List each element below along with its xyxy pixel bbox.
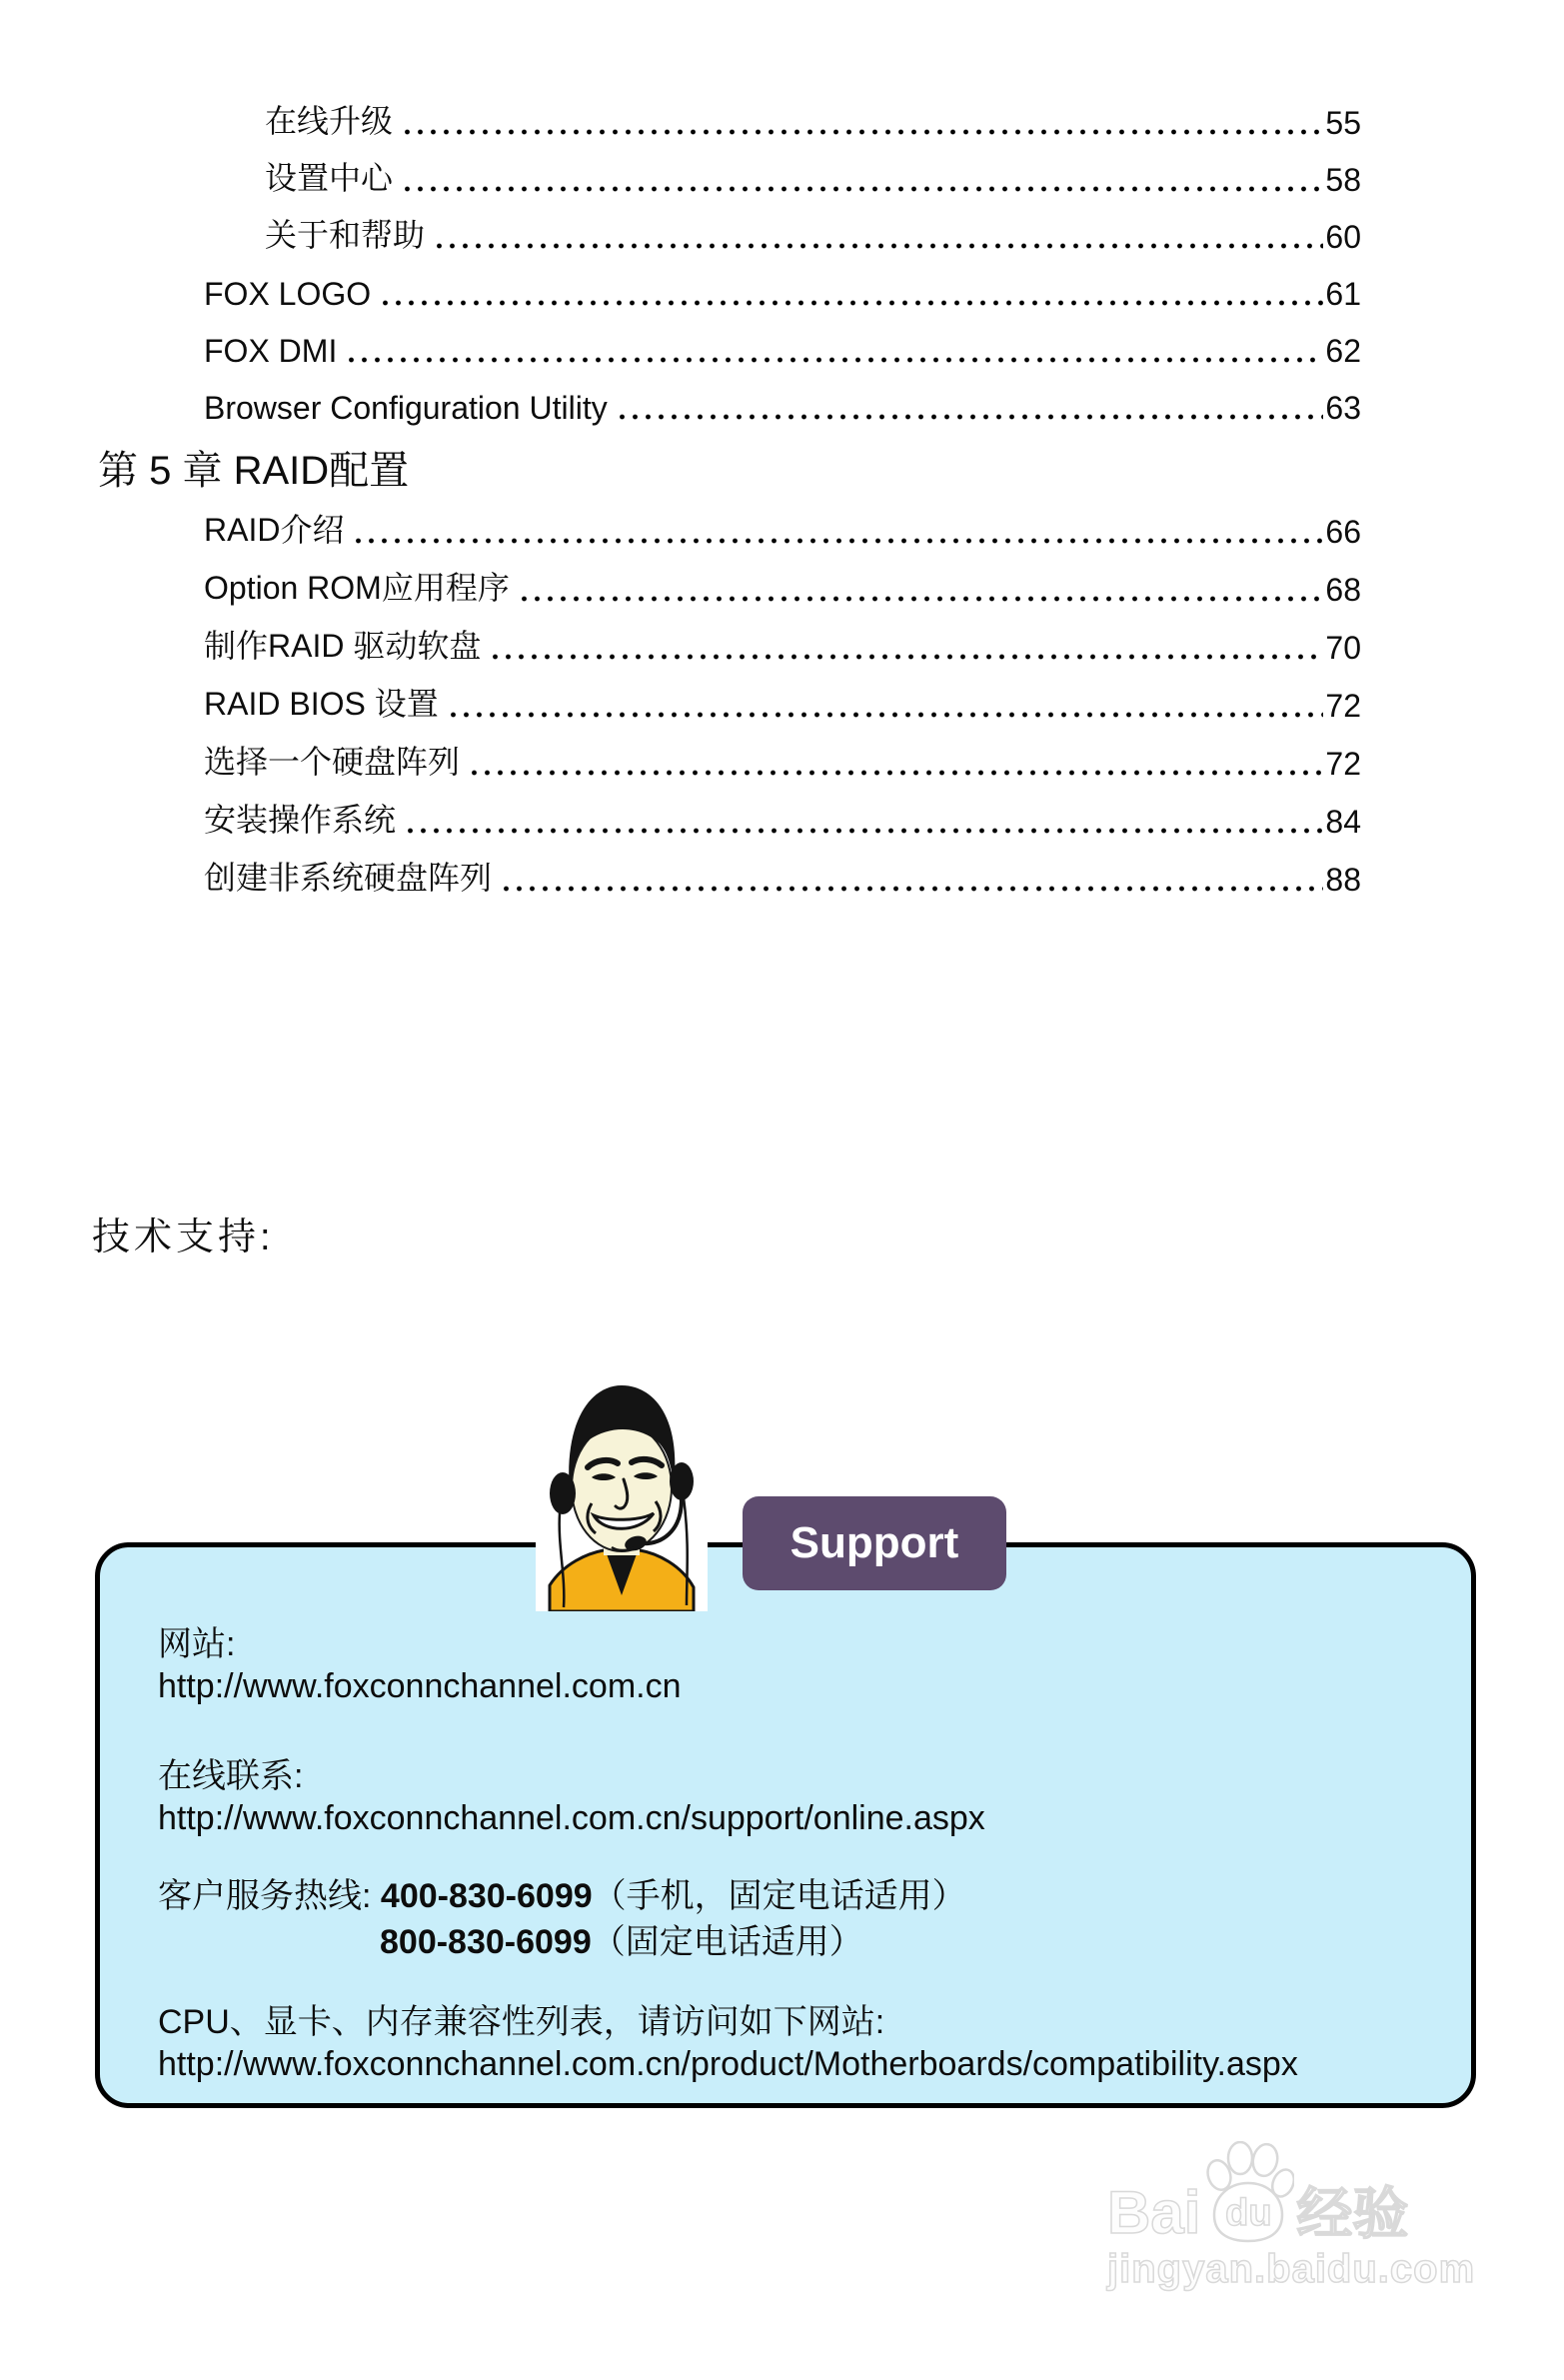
watermark-brand-suffix: 经验 xyxy=(1296,2182,1409,2245)
dot-leader xyxy=(518,596,1324,602)
dot-leader xyxy=(616,414,1324,420)
website-url: http://www.foxconnchannel.com.cn xyxy=(158,1667,682,1705)
watermark-brand-prefix: Bai xyxy=(1107,2179,1201,2246)
headset-operator-icon xyxy=(536,1375,708,1611)
watermark-paw-text: du xyxy=(1225,2192,1272,2234)
toc-row xyxy=(94,373,1361,430)
toc-row xyxy=(94,496,1361,554)
hotline-line-2 xyxy=(158,1919,1431,1965)
toc-page-number: 60 xyxy=(1325,219,1361,255)
baidu-jingyan-watermark xyxy=(1107,2141,1487,2292)
hotline-note: （手机，固定电话适用） xyxy=(592,1877,966,1915)
hotline2-number: 800-830-6099 xyxy=(380,1923,592,1961)
dot-leader xyxy=(401,129,1323,135)
toc-row xyxy=(94,259,1361,316)
toc-page-number: 66 xyxy=(1325,514,1361,550)
toc-entry-label: 安装操作系统 xyxy=(204,802,397,838)
hotline-label: 客户服务热线: xyxy=(158,1877,381,1915)
toc-page-number: 58 xyxy=(1325,162,1361,198)
toc-page-number: 88 xyxy=(1325,862,1361,898)
chapter-heading: 第 5 章 RAID配置 xyxy=(98,449,410,493)
dot-leader xyxy=(345,357,1323,363)
toc-entry-label: Option ROM应用程序 xyxy=(204,570,510,606)
toc-row xyxy=(94,316,1361,373)
dot-leader xyxy=(447,712,1324,718)
toc-entry-label: 选择一个硬盘阵列 xyxy=(204,744,461,780)
toc-entry-label: FOX LOGO xyxy=(204,276,372,312)
dot-leader xyxy=(401,186,1323,192)
dot-leader xyxy=(379,300,1323,306)
toc-entry-label: FOX DMI xyxy=(204,333,338,369)
toc-row xyxy=(94,88,1361,145)
dot-leader xyxy=(468,770,1323,776)
compatibility-url: http://www.foxconnchannel.com.cn/product/Motherboards/compatibility.aspx xyxy=(158,2045,1298,2083)
toc-page-number: 55 xyxy=(1325,105,1361,141)
toc-entry-label: 创建非系统硬盘阵列 xyxy=(204,860,493,896)
online-contact-url: http://www.foxconnchannel.com.cn/support/online.aspx xyxy=(158,1799,985,1837)
toc-row xyxy=(94,786,1361,844)
dot-leader xyxy=(404,828,1323,834)
chapter-5-entries xyxy=(94,496,1361,902)
support-agent-illustration xyxy=(536,1375,708,1611)
toc-entry-label: 制作RAID 驱动软盘 xyxy=(204,628,482,664)
website-label: 网站: xyxy=(158,1625,236,1663)
dot-leader xyxy=(500,886,1323,892)
toc-row xyxy=(94,145,1361,202)
toc-entry-label: Browser Configuration Utility xyxy=(204,390,608,426)
compatibility-label: CPU、显卡、内存兼容性列表，请访问如下网站: xyxy=(158,2003,885,2041)
online-contact-label: 在线联系: xyxy=(158,1757,304,1795)
toc-entry-label: 在线升级 xyxy=(265,103,394,139)
tech-support-heading: 技术支持: xyxy=(92,1216,275,1258)
hotline-number: 400-830-6099 xyxy=(380,1877,593,1915)
toc-page-number: 70 xyxy=(1325,630,1361,666)
toc-entry-label: RAID BIOS 设置 xyxy=(204,686,439,722)
watermark-site-url: jingyan.baidu.com xyxy=(1107,2247,1476,2291)
toc-page-number: 61 xyxy=(1325,276,1361,312)
support-info-box xyxy=(95,1542,1476,2108)
watermark-brand-row xyxy=(1107,2141,1487,2246)
toc-page-number: 63 xyxy=(1325,390,1361,426)
toc-page-number: 68 xyxy=(1325,572,1361,608)
toc-row xyxy=(94,202,1361,259)
dot-leader xyxy=(489,654,1323,660)
toc-entry-label: 关于和帮助 xyxy=(265,217,426,253)
table-of-contents xyxy=(94,88,1361,902)
toc-row xyxy=(94,612,1361,670)
baidu-paw-icon xyxy=(1202,2141,1294,2243)
toc-page-number: 72 xyxy=(1325,688,1361,724)
toc-page-number: 84 xyxy=(1325,804,1361,840)
toc-row xyxy=(94,728,1361,786)
toc-entry-label: 设置中心 xyxy=(265,160,394,196)
hotline2-note: （固定电话适用） xyxy=(591,1923,863,1961)
toc-entry-label: RAID介绍 xyxy=(204,512,345,548)
toc-row xyxy=(94,554,1361,612)
toc-page-number: 62 xyxy=(1325,333,1361,369)
support-badge: Support xyxy=(743,1496,1006,1590)
dot-leader xyxy=(433,243,1323,249)
toc-row xyxy=(94,670,1361,728)
toc-row xyxy=(94,844,1361,902)
dot-leader xyxy=(352,538,1323,544)
toc-page-number: 72 xyxy=(1325,746,1361,782)
hotline-line xyxy=(158,1873,1431,1919)
